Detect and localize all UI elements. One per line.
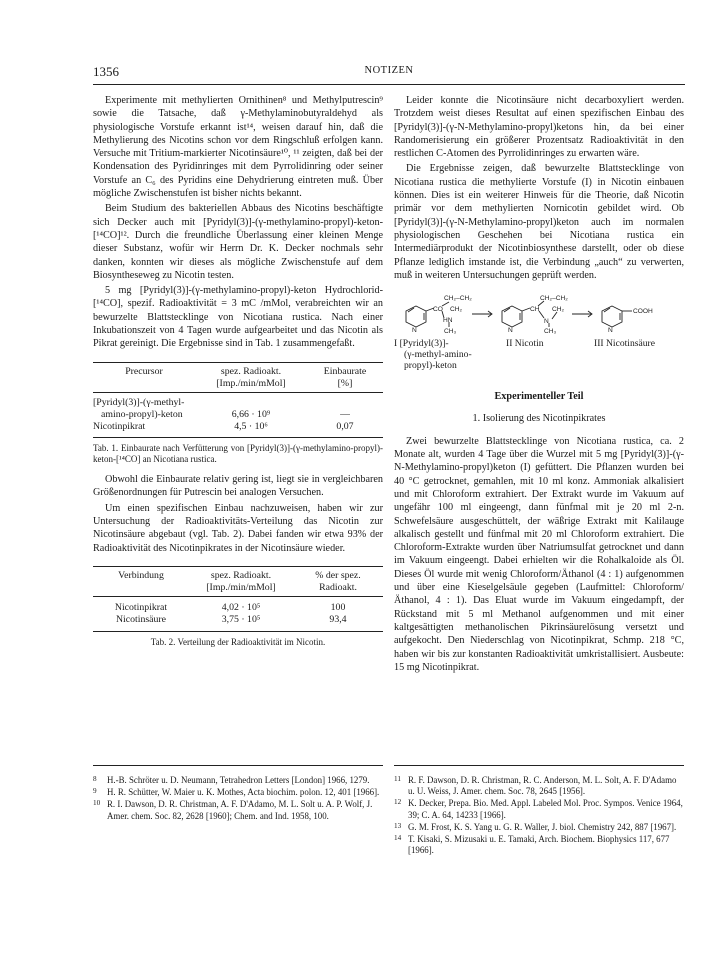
- scheme-fragment: CO: [433, 306, 443, 314]
- scheme-fragment: CH₂–CH₂: [540, 295, 568, 303]
- scheme-fragment: N: [412, 327, 417, 335]
- header-rule: [93, 84, 685, 85]
- table-cell-activity: 3,75 · 10⁵: [221, 613, 261, 625]
- table-cell-name: Nicotinpikrat: [114, 601, 168, 613]
- scheme-fragment: N: [608, 327, 613, 335]
- table-1-caption: Tab. 1. Einbaurate nach Verfütterung von [Pyridyl(3)]-(γ-methylamino-propyl)-keton-[¹⁴CO] an Nicotiana rustica.: [93, 442, 383, 464]
- reaction-scheme-drawing: [394, 292, 684, 334]
- running-title: NOTIZEN: [364, 65, 414, 76]
- reaction-scheme: [394, 292, 684, 370]
- right-column: [394, 94, 684, 674]
- table-header-compound: Verbindung: [118, 569, 164, 581]
- footnotes-left: [93, 775, 383, 823]
- compound-label-I-line3: propyl)-keton: [404, 360, 457, 372]
- right-paragraph-3: Zwei bewurzelte Blattstecklinge von Nicotiana rustica, ca. 2 Monate alt, wurden 4 Tage über die Wurzel mit 5 mg [Pyridyl(3)]-(γ-N-Methylamino-propyl)keton (I) gefüttert. Die Pflanzen wurden bei 40 °C getrocknet, gemahlen, mit 10 ml konz. Ammoniak alkalisiert und mit Chloroform extrahiert. Der Extrakt wurde im Vakuum auf ungefähr 100 ml eingeengt, dann fünfmal mit je 20 ml 2-n. Schwefelsäure ausgeschüttelt, der wäßrige Extrakt mit Kalilauge alkalisch gestellt und fünfmal mit 20 ml Chloroform extrahiert. Die Chloroform-Extrakte wurden über Natriumsulfat getrocknet und dann im Vakuum eingeengt. Dabei erhielten wir die Rohalkaloide als Öl. Dieses Öl wurde mit wenig Chloroform/Äthanol (4 : 1) aufgenommen und über eine Kieselgelsäule gegeben (Laufmittel: Chloroform/Äthanol, 4 : 1). Das Eluat wurde im Vakuum eingedampft, der Rückstand mit 5 ml Methanol aufgenommen und mit einer kaltgesättigten methanolischen Pikrinsäurelösung versetzt und aufgekocht. Den Niederschlag von Nicotinpikrat, Schmp. 218 °C, haben wir bis zur konstanten Radioaktivität umkristallisiert. Ausbeute: 15 mg Nicotinpikrat.: [394, 435, 684, 673]
- left-paragraph-5: Um einen spezifischen Einbau nachzuweisen, haben wir zur Untersuchung der Radioaktivitäts-Verteilung das Nicotin zur Nicotinsäure abgebaut (vgl. Tab. 2). Dabei fanden wir etwa 93% der Radioaktivität des Nicotinpikrates in der Nicotinsäure wieder.: [93, 502, 383, 554]
- pyridine-ring: [602, 306, 622, 327]
- table-header-row: [93, 567, 383, 596]
- table-cell-activity: 4,5 · 10⁶: [234, 420, 268, 432]
- table-rule: [93, 631, 383, 632]
- scheme-fragment: CH₂–CH₂: [444, 295, 472, 303]
- table-cell-name: Nicotinsäure: [115, 613, 167, 625]
- right-paragraph-2: Die Ergebnisse zeigen, daß bewurzelte Blattstecklinge von Nicotiana rustica die methylierte Vorstufe (I) in Nicotin einbauen können. Dies ist ein weiterer Hinweis für die Theorie, daß Nicotin primär vor dem methylierten Nornicotin gebildet wird. Ob [Pyridyl(3)]-(γ-N-Methylamino-propyl)keton auch im normalen physiologischen Geschehen bei Nicotiana rustica ein Intermediärprodukt der Nicotinbiosynthese darstellt, oder ob diese Pflanze lediglich imstande ist, die Verbindung „auch“ zu verwerten, muß in weiteren Untersuchungen geprüft werden.: [394, 163, 684, 281]
- left-paragraph-4: Obwohl die Einbaurate relativ gering ist, liegt sie in vergleichbaren Größenordnungen für Putrescin bei analogen Versuchen.: [93, 474, 383, 499]
- footnote: 10 R. I. Dawson, D. R. Christman, A. F. D'Adamo, M. L. Solt u. A. P. Wolf, J. Amer. chem. Soc. 82, 2628 [1960]; Chem. and Ind. 1958, 100.: [93, 799, 373, 821]
- footnote: 12 K. Decker, Prepa. Bio. Med. Appl. Labeled Mol. Proc. Sympos. Venice 1964, 39; C. A. 64, 14233 [1966].: [394, 798, 683, 820]
- pyridine-ring: [406, 306, 426, 327]
- table-cell-activity: 6,66 · 10⁹: [231, 408, 271, 420]
- scheme-fragment: CH₃: [544, 328, 557, 335]
- table-2-caption: Tab. 2. Verteilung der Radioaktivität im Nicotin.: [150, 636, 326, 647]
- left-paragraph-2: Beim Studium des bakteriellen Abbaus des Nicotins beschäftigte sich Decker auch mit [Pyridyl(3)]-(γ-methylamino-propyl)-keton-[¹⁴CO]¹². Durch die freundliche Überlassung einer kleinen Menge dieser Substanz, wofür wir Herrn Dr. K. Decker nochmals sehr danken, konnten wir dieses als mögliche Zwischenstufe auf dem Biosyntheseweg zu Nicotin testen.: [93, 203, 383, 281]
- left-column: [93, 94, 383, 648]
- table-cell-rate: —: [340, 408, 350, 420]
- table-row: [93, 397, 383, 421]
- footnotes-right: [394, 775, 684, 857]
- left-paragraph-3: 5 mg [Pyridyl(3)]-(γ-methylamino-propyl)-keton Hydrochlorid-[¹⁴CO], spezif. Radioaktivität = 3 mC /mMol, verabreichten wir an bewurzelte Blattstecklinge von Nicotiana rustica. Nach einer Inkubationszeit von 4 Tagen wurde aufgearbeitet und das Nicotin als Pikrat gereinigt. Die Ergebnisse sind in Tab. 1 zusammengefaßt.: [93, 285, 383, 350]
- table-1: [93, 362, 383, 465]
- table-2: [93, 566, 383, 648]
- footnote: 14 T. Kisaki, S. Mizusaki u. E. Tamaki, Arch. Biochem. Biophysics 117, 677 [1966].: [394, 834, 670, 856]
- table-cell-rate: 0,07: [336, 420, 354, 432]
- table-header-precursor: Precursor: [125, 365, 163, 377]
- scheme-fragment: HN: [443, 317, 453, 325]
- footnote-rule: [394, 765, 684, 766]
- table-header-activity: spez. Radioakt. [Imp./min/mMol]: [216, 365, 286, 389]
- compound-label-II: II Nicotin: [506, 338, 544, 350]
- table-header-percent: % der spez. Radioakt.: [315, 569, 361, 593]
- table-cell-name: Nicotinpikrat: [93, 420, 146, 432]
- page-header: [93, 64, 685, 80]
- table-cell-percent: 93,4: [329, 613, 347, 625]
- table-cell-name: [Pyridyl(3)]-(γ-methyl- amino-propyl)-keton: [93, 396, 185, 420]
- section-title: Experimenteller Teil: [494, 391, 584, 403]
- scheme-fragment: CH₂: [552, 306, 565, 314]
- scheme-fragment: CH₂: [450, 306, 463, 314]
- table-cell-activity: 4,02 · 10⁵: [221, 601, 261, 613]
- subsection-title: 1. Isolierung des Nicotinpikrates: [472, 413, 606, 425]
- table-header-rate: Einbaurate [%]: [323, 365, 367, 389]
- table-cell-percent: 100: [330, 601, 346, 613]
- footnote: 9 H. R. Schütter, W. Maier u. K. Mothes, Acta biochim. polon. 12, 401 [1966].: [93, 787, 380, 798]
- scheme-fragment: COOH: [633, 308, 653, 316]
- compound-label-III: III Nicotinsäure: [594, 338, 656, 350]
- footnote: 8 H.-B. Schröter u. D. Neumann, Tetrahedron Letters [London] 1966, 1279.: [93, 775, 370, 785]
- scheme-fragment: N: [508, 327, 513, 335]
- left-paragraph-1: Experimente mit methylierten Ornithinen⁸ und Methylputrescin⁹ sowie die Tatsache, daß γ-Methylaminobutyraldehyd als physiologische Vorstufe erkannt ist¹⁴, weisen darauf hin, daß die Methylierung des Nicotins schon vor dem Ringschluß erfolgen kann. Versuche mit Tritium-markierter Nicotinsäure¹⁰, ¹¹ zeigten, daß bei der Kondensation des Pyridinringes mit dem Pyrrolidinring oder seiner Vorstufe an C₆ des Pyridins eine Dehydrierung eintreten muß. Über mögliche Zwischenstufen ist bisher nichts bekannt.: [93, 95, 383, 200]
- table-row: [93, 614, 383, 626]
- compound-label-I-line2: (γ-methyl-amino-: [404, 349, 472, 361]
- footnote: 13 G. M. Frost, K. S. Yang u. G. R. Waller, J. biol. Chemistry 242, 887 [1967].: [394, 821, 677, 832]
- page-number: 1356: [93, 64, 119, 79]
- footnote-rule: [93, 765, 383, 766]
- table-rule: [93, 437, 383, 438]
- scheme-fragment: N: [544, 318, 549, 326]
- table-header-activity: spez. Radioakt. [Imp./min/mMol]: [206, 569, 276, 593]
- compound-label-I: I [Pyridyl(3)]-: [394, 338, 449, 350]
- table-row: [93, 602, 383, 614]
- scheme-fragment: CH: [530, 306, 540, 314]
- table-row: [93, 421, 383, 433]
- pyridine-ring: [502, 306, 522, 327]
- right-paragraph-1: Leider konnte die Nicotinsäure nicht decarboxyliert werden. Trotzdem weist dieses Resultat auf einen spezifischen Einbau des [Pyridyl(3)]-(γ-N-Methylamino-propyl)ketons hin, da bei einer Randomerisierung ein größerer Prozentsatz Radioaktivität in den restlichen C-Atomen des Pyrrolidinringes zu erwarten wäre.: [394, 95, 684, 160]
- footnote: 11 R. F. Dawson, D. R. Christman, R. C. Anderson, M. L. Solt, A. F. D'Adamo u. U. Weiss, J. Amer. chem. Soc. 78, 2645 [1956].: [394, 775, 677, 797]
- table-header-row: [93, 363, 383, 392]
- scheme-fragment: CH₃: [444, 328, 457, 335]
